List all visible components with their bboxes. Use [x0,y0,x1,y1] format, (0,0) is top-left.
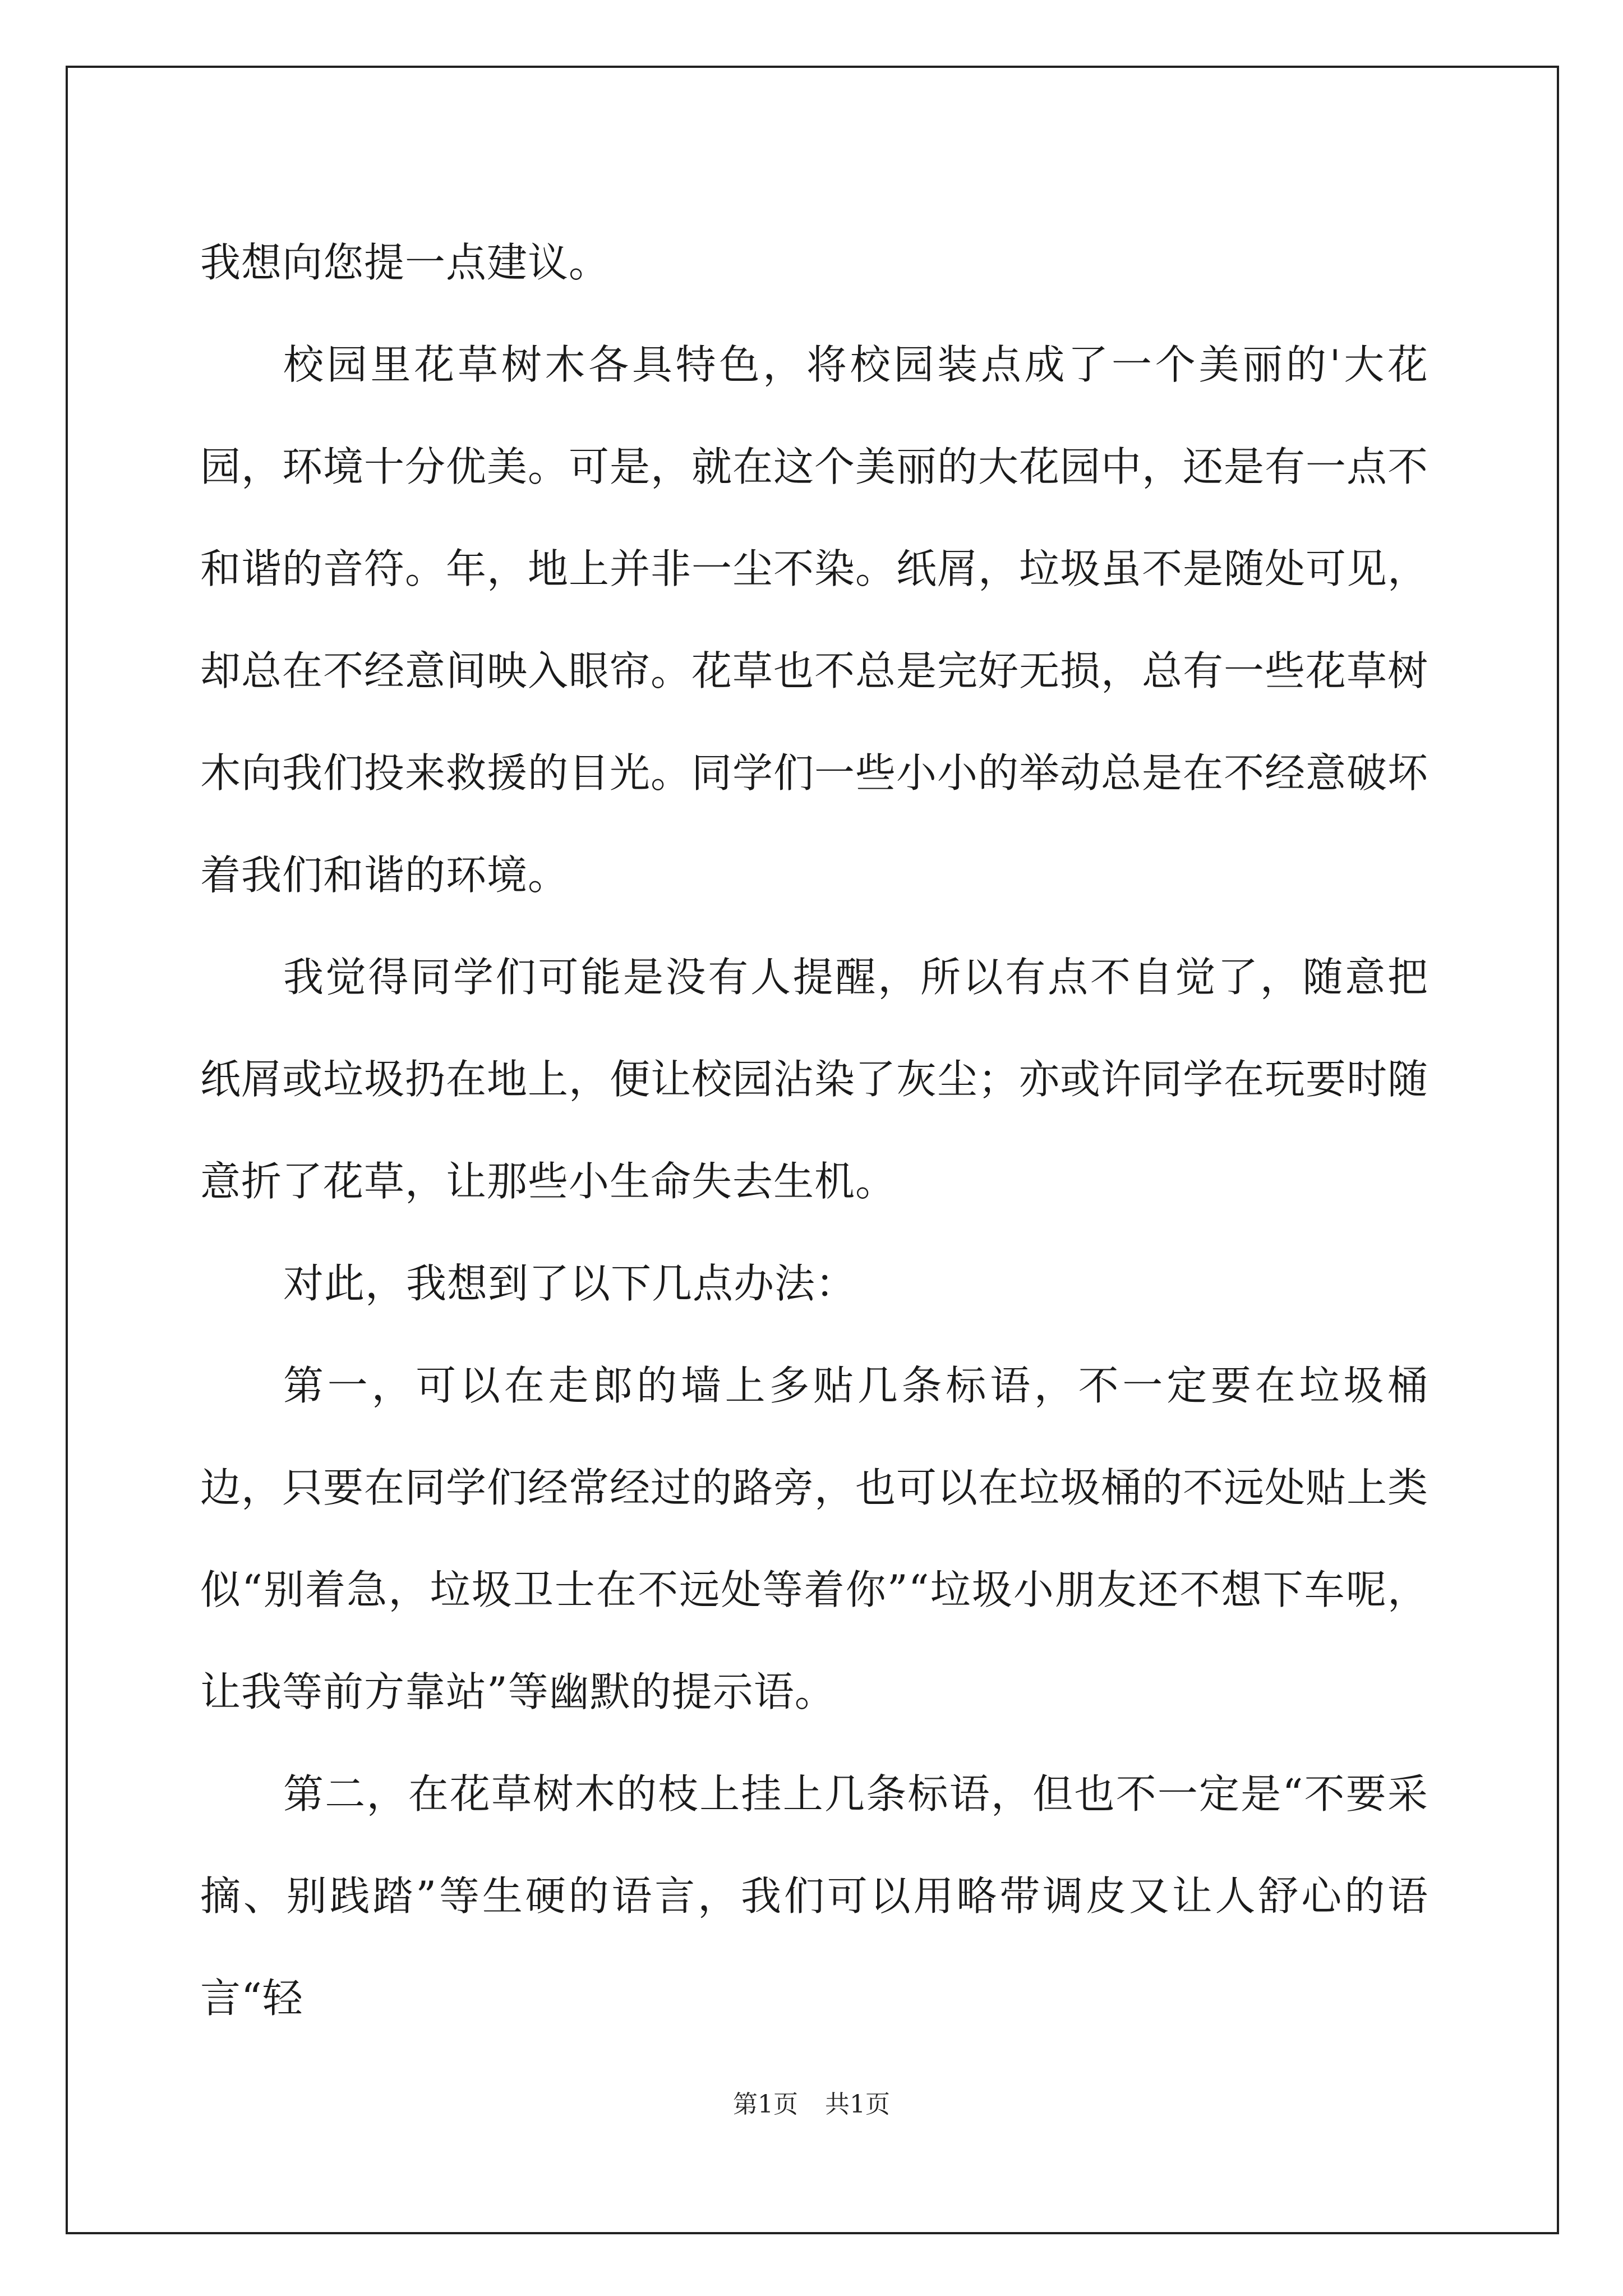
page-total: 共1页 [825,2090,890,2119]
paragraph-1: 我想向您提一点建议。 [200,239,610,286]
paragraph-6: 第二，在花草树木的枝上挂上几条标语，但也不一定是“不要采摘、别践踏”等生硬的语言，我们可以用略带调皮又让人舒心的语言“轻 [200,1770,1428,2022]
paragraph-2: 校园里花草树木各具特色，将校园装点成了一个美丽的'大花园，环境十分优美。可是，就在这个美丽的大花园中，还是有一点不和谐的音符。年，地上并非一尘不染。纸屑，垃圾虽不是随处可见，却总在不经意间映入眼帘。花草也不总是完好无损，总有一些花草树木向我们投来救援的目光。同学们一些小小的举动总是在不经意破坏着我们和谐的环境。 [200,341,1429,899]
page-footer [0,2084,1623,2120]
document-body [200,211,1428,2049]
paragraph-5: 第一，可以在走郎的墙上多贴几条标语，不一定要在垃圾桶边，只要在同学们经常经过的路旁，也可以在垃圾桶的不远处贴上类似“别着急，垃圾卫士在不远处等着你”“垃圾小朋友还不想下车呢，让我等前方靠站”等幽默的提示语。 [200,1362,1429,1715]
page-number: 第1页 [733,2090,798,2119]
paragraph-4: 对此，我想到了以下几点办法： [283,1260,857,1307]
paragraph-3: 我觉得同学们可能是没有人提醒，所以有点不自觉了，随意把纸屑或垃圾扔在地上，便让校园沾染了灰尘；亦或许同学在玩要时随意折了花草，让那些小生命失去生机。 [200,954,1429,1205]
